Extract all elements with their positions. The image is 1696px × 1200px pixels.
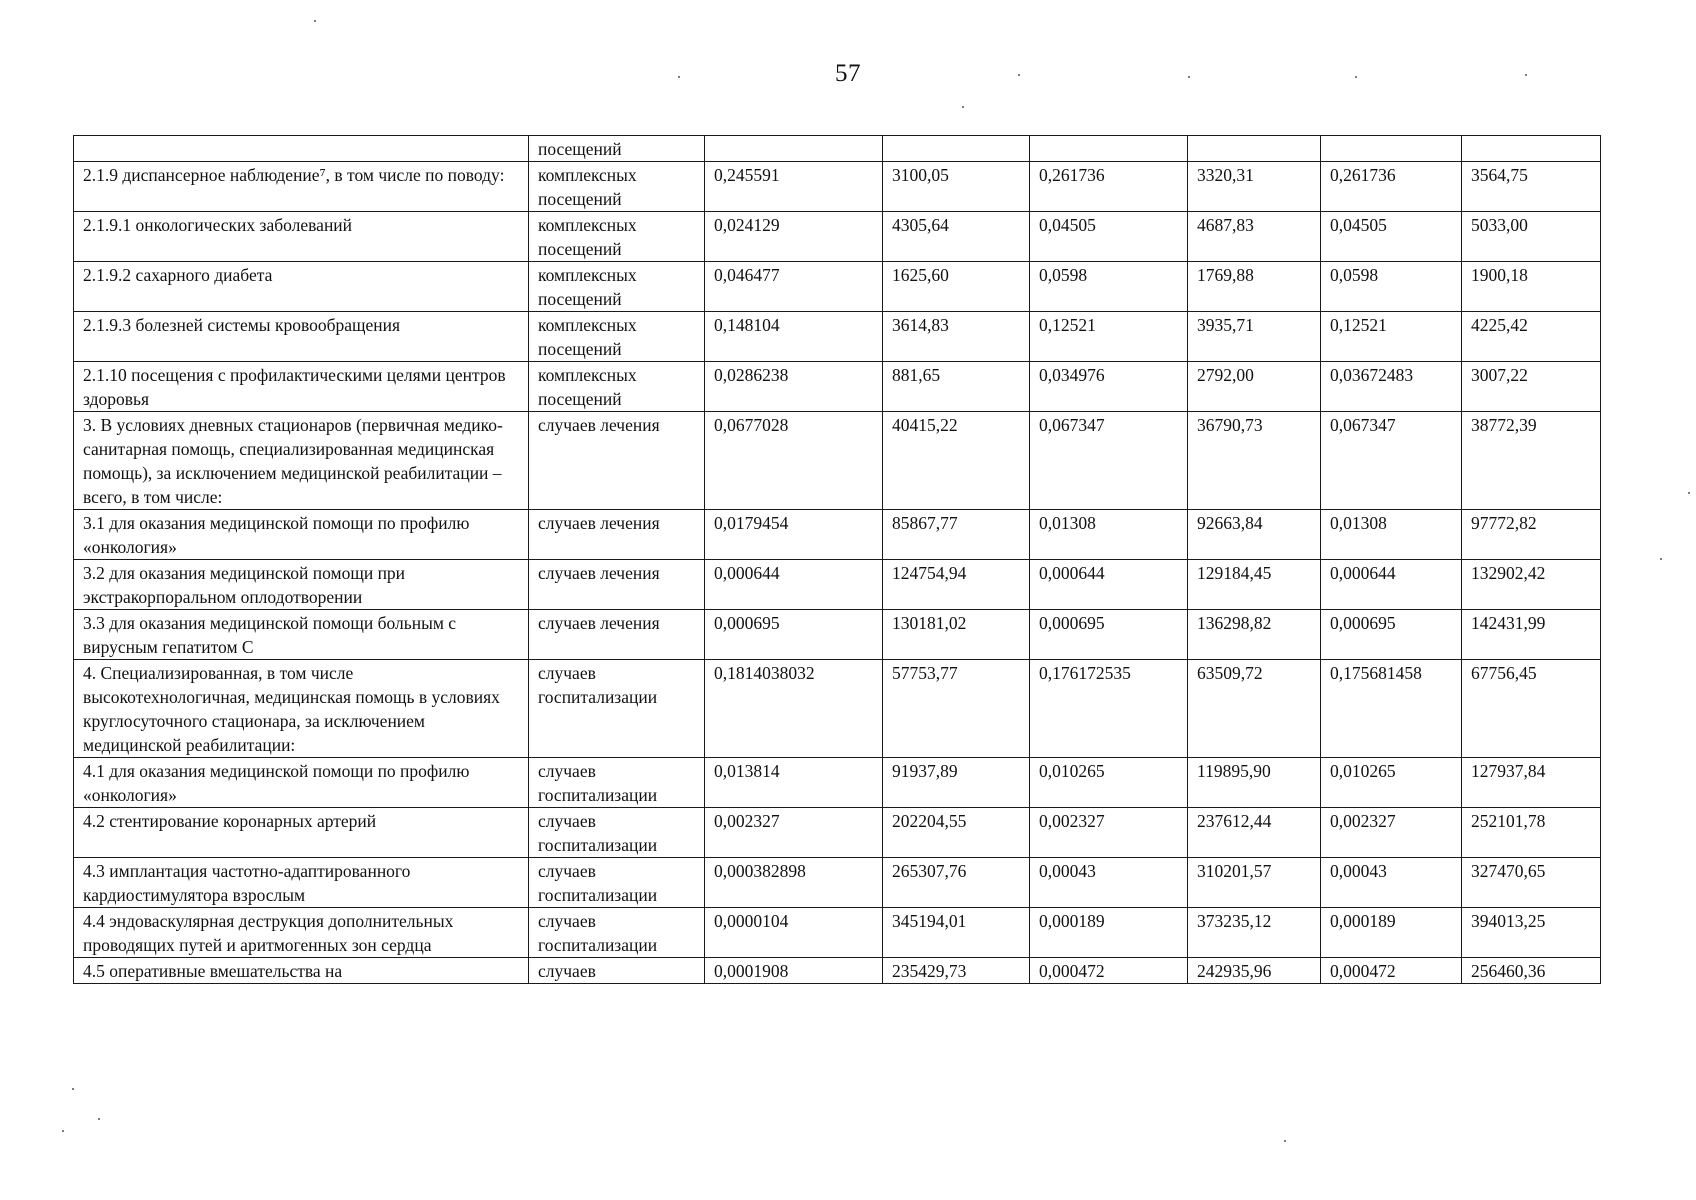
row-value-cell: 57753,77 xyxy=(883,660,1030,758)
scan-speck xyxy=(1525,74,1527,76)
row-value-cell: 0,000644 xyxy=(1321,560,1462,610)
row-unit-cell: случаев xyxy=(529,958,705,984)
row-value-cell: 0,04505 xyxy=(1030,212,1188,262)
row-value-cell: 1625,60 xyxy=(883,262,1030,312)
scan-speck xyxy=(1284,1140,1286,1142)
row-value-cell: 327470,65 xyxy=(1462,858,1601,908)
row-value-cell: 237612,44 xyxy=(1188,808,1321,858)
row-value-cell: 0,010265 xyxy=(1030,758,1188,808)
row-unit-cell: случаев лечения xyxy=(529,510,705,560)
row-value-cell: 2792,00 xyxy=(1188,362,1321,412)
table-row xyxy=(74,212,1601,262)
row-name-cell: 4.1 для оказания медицинской помощи по профилю «онкология» xyxy=(74,758,529,808)
row-value-cell: 0,046477 xyxy=(705,262,883,312)
row-value-cell: 0,002327 xyxy=(705,808,883,858)
row-value-cell: 0,261736 xyxy=(1321,162,1462,212)
row-value-cell: 40415,22 xyxy=(883,412,1030,510)
row-value-cell: 119895,90 xyxy=(1188,758,1321,808)
row-value-cell: 0,0677028 xyxy=(705,412,883,510)
row-name-cell: 2.1.10 посещения с профилактическими целями центров здоровья xyxy=(74,362,529,412)
row-name-cell: 3.3 для оказания медицинской помощи больным с вирусным гепатитом С xyxy=(74,610,529,660)
row-value-cell: 394013,25 xyxy=(1462,908,1601,958)
row-unit-cell: комплексных посещений xyxy=(529,212,705,262)
table-row xyxy=(74,958,1601,984)
row-value-cell: 3320,31 xyxy=(1188,162,1321,212)
row-value-cell: 67756,45 xyxy=(1462,660,1601,758)
table-row xyxy=(74,510,1601,560)
row-value-cell: 3614,83 xyxy=(883,312,1030,362)
row-unit-cell: случаев госпитализации xyxy=(529,808,705,858)
row-unit-cell: случаев лечения xyxy=(529,412,705,510)
row-value-cell: 202204,55 xyxy=(883,808,1030,858)
row-unit-cell: случаев лечения xyxy=(529,610,705,660)
row-value-cell: 0,000472 xyxy=(1321,958,1462,984)
row-value-cell: 97772,82 xyxy=(1462,510,1601,560)
row-value-cell: 0,0286238 xyxy=(705,362,883,412)
row-value-cell: 0,000382898 xyxy=(705,858,883,908)
row-value-cell: 881,65 xyxy=(883,362,1030,412)
row-value-cell xyxy=(883,136,1030,162)
row-name-cell: 3. В условиях дневных стационаров (первичная медико-санитарная помощь, специализированная медицинская помощь), за исключением медицинской реабилитации – всего, в том числе: xyxy=(74,412,529,510)
row-value-cell xyxy=(1188,136,1321,162)
row-value-cell: 85867,77 xyxy=(883,510,1030,560)
row-value-cell: 0,261736 xyxy=(1030,162,1188,212)
row-value-cell: 0,000695 xyxy=(1321,610,1462,660)
row-value-cell: 0,067347 xyxy=(1030,412,1188,510)
scan-speck xyxy=(962,106,964,108)
scan-speck xyxy=(1018,74,1020,76)
row-value-cell: 310201,57 xyxy=(1188,858,1321,908)
row-value-cell: 0,245591 xyxy=(705,162,883,212)
row-value-cell: 0,12521 xyxy=(1030,312,1188,362)
row-unit-cell: комплексных посещений xyxy=(529,262,705,312)
row-name-cell: 2.1.9.3 болезней системы кровообращения xyxy=(74,312,529,362)
row-unit-cell: случаев госпитализации xyxy=(529,908,705,958)
row-name-cell: 3.2 для оказания медицинской помощи при экстракорпоральном оплодотворении xyxy=(74,560,529,610)
scan-speck xyxy=(72,1088,74,1090)
table-body xyxy=(74,136,1601,984)
table-row xyxy=(74,560,1601,610)
table-row xyxy=(74,858,1601,908)
row-value-cell: 0,067347 xyxy=(1321,412,1462,510)
row-value-cell: 0,176172535 xyxy=(1030,660,1188,758)
table-row xyxy=(74,136,1601,162)
row-value-cell xyxy=(1030,136,1188,162)
row-value-cell: 0,000189 xyxy=(1321,908,1462,958)
row-value-cell: 0,04505 xyxy=(1321,212,1462,262)
row-value-cell: 1900,18 xyxy=(1462,262,1601,312)
row-value-cell: 5033,00 xyxy=(1462,212,1601,262)
row-value-cell: 1769,88 xyxy=(1188,262,1321,312)
row-value-cell: 4305,64 xyxy=(883,212,1030,262)
row-unit-cell: случаев госпитализации xyxy=(529,858,705,908)
row-value-cell: 0,12521 xyxy=(1321,312,1462,362)
row-value-cell: 0,0598 xyxy=(1030,262,1188,312)
row-value-cell: 235429,73 xyxy=(883,958,1030,984)
table-row xyxy=(74,660,1601,758)
row-value-cell: 345194,01 xyxy=(883,908,1030,958)
row-value-cell: 256460,36 xyxy=(1462,958,1601,984)
row-value-cell: 373235,12 xyxy=(1188,908,1321,958)
row-unit-cell: комплексных посещений xyxy=(529,162,705,212)
scan-speck xyxy=(1688,492,1690,494)
row-value-cell: 4687,83 xyxy=(1188,212,1321,262)
row-value-cell: 142431,99 xyxy=(1462,610,1601,660)
row-value-cell: 0,010265 xyxy=(1321,758,1462,808)
page-number: 57 xyxy=(835,60,861,87)
row-value-cell: 38772,39 xyxy=(1462,412,1601,510)
row-value-cell: 129184,45 xyxy=(1188,560,1321,610)
row-name-cell: 2.1.9 диспансерное наблюдение⁷, в том числе по поводу: xyxy=(74,162,529,212)
row-value-cell: 0,002327 xyxy=(1321,808,1462,858)
row-value-cell: 0,000644 xyxy=(1030,560,1188,610)
row-value-cell: 3564,75 xyxy=(1462,162,1601,212)
table-row xyxy=(74,262,1601,312)
table-row xyxy=(74,908,1601,958)
row-value-cell: 252101,78 xyxy=(1462,808,1601,858)
row-name-cell: 2.1.9.1 онкологических заболеваний xyxy=(74,212,529,262)
row-name-cell xyxy=(74,136,529,162)
row-value-cell: 92663,84 xyxy=(1188,510,1321,560)
scan-speck xyxy=(1660,558,1662,560)
row-value-cell: 3007,22 xyxy=(1462,362,1601,412)
table-row xyxy=(74,412,1601,510)
row-value-cell: 265307,76 xyxy=(883,858,1030,908)
row-name-cell: 4. Специализированная, в том числе высокотехнологичная, медицинская помощь в условиях круглосуточного стационара, за исключением медицинской реабилитации: xyxy=(74,660,529,758)
scan-speck xyxy=(1355,76,1357,78)
row-value-cell: 0,0179454 xyxy=(705,510,883,560)
row-value-cell: 0,000695 xyxy=(705,610,883,660)
row-value-cell: 4225,42 xyxy=(1462,312,1601,362)
row-value-cell: 0,03672483 xyxy=(1321,362,1462,412)
row-value-cell: 127937,84 xyxy=(1462,758,1601,808)
row-value-cell: 0,002327 xyxy=(1030,808,1188,858)
row-name-cell: 4.4 эндоваскулярная деструкция дополнительных проводящих путей и аритмогенных зон сердца xyxy=(74,908,529,958)
row-value-cell: 0,00043 xyxy=(1030,858,1188,908)
tariff-table xyxy=(73,135,1601,984)
row-value-cell: 91937,89 xyxy=(883,758,1030,808)
row-name-cell: 4.2 стентирование коронарных артерий xyxy=(74,808,529,858)
row-unit-cell: случаев госпитализации xyxy=(529,660,705,758)
scan-speck xyxy=(98,1118,100,1120)
row-unit-cell: посещений xyxy=(529,136,705,162)
table-row xyxy=(74,312,1601,362)
row-value-cell: 130181,02 xyxy=(883,610,1030,660)
row-name-cell: 4.3 имплантация частотно-адаптированного кардиостимулятора взрослым xyxy=(74,858,529,908)
row-value-cell: 0,0598 xyxy=(1321,262,1462,312)
row-value-cell xyxy=(1462,136,1601,162)
row-value-cell: 0,000644 xyxy=(705,560,883,610)
row-value-cell: 0,0000104 xyxy=(705,908,883,958)
row-value-cell: 3935,71 xyxy=(1188,312,1321,362)
scan-speck xyxy=(314,20,316,22)
row-unit-cell: комплексных посещений xyxy=(529,312,705,362)
row-name-cell: 3.1 для оказания медицинской помощи по профилю «онкология» xyxy=(74,510,529,560)
row-unit-cell: комплексных посещений xyxy=(529,362,705,412)
row-unit-cell: случаев госпитализации xyxy=(529,758,705,808)
row-value-cell: 0,00043 xyxy=(1321,858,1462,908)
scan-speck xyxy=(62,1130,64,1132)
row-value-cell: 0,0001908 xyxy=(705,958,883,984)
table-row xyxy=(74,610,1601,660)
scan-speck xyxy=(1188,76,1190,78)
row-name-cell: 4.5 оперативные вмешательства на xyxy=(74,958,529,984)
row-value-cell: 0,175681458 xyxy=(1321,660,1462,758)
row-value-cell: 0,000189 xyxy=(1030,908,1188,958)
row-value-cell: 0,034976 xyxy=(1030,362,1188,412)
row-value-cell: 3100,05 xyxy=(883,162,1030,212)
row-value-cell: 136298,82 xyxy=(1188,610,1321,660)
row-value-cell: 36790,73 xyxy=(1188,412,1321,510)
table-row xyxy=(74,808,1601,858)
row-value-cell: 0,01308 xyxy=(1321,510,1462,560)
row-value-cell: 0,1814038032 xyxy=(705,660,883,758)
row-value-cell: 132902,42 xyxy=(1462,560,1601,610)
row-unit-cell: случаев лечения xyxy=(529,560,705,610)
row-value-cell: 0,000472 xyxy=(1030,958,1188,984)
row-value-cell: 242935,96 xyxy=(1188,958,1321,984)
row-value-cell: 63509,72 xyxy=(1188,660,1321,758)
row-value-cell xyxy=(705,136,883,162)
row-value-cell: 0,000695 xyxy=(1030,610,1188,660)
row-value-cell xyxy=(1321,136,1462,162)
row-value-cell: 0,01308 xyxy=(1030,510,1188,560)
row-value-cell: 0,013814 xyxy=(705,758,883,808)
scan-speck xyxy=(678,76,680,78)
row-name-cell: 2.1.9.2 сахарного диабета xyxy=(74,262,529,312)
row-value-cell: 0,024129 xyxy=(705,212,883,262)
table-row xyxy=(74,758,1601,808)
table-row xyxy=(74,162,1601,212)
table-row xyxy=(74,362,1601,412)
row-value-cell: 0,148104 xyxy=(705,312,883,362)
row-value-cell: 124754,94 xyxy=(883,560,1030,610)
